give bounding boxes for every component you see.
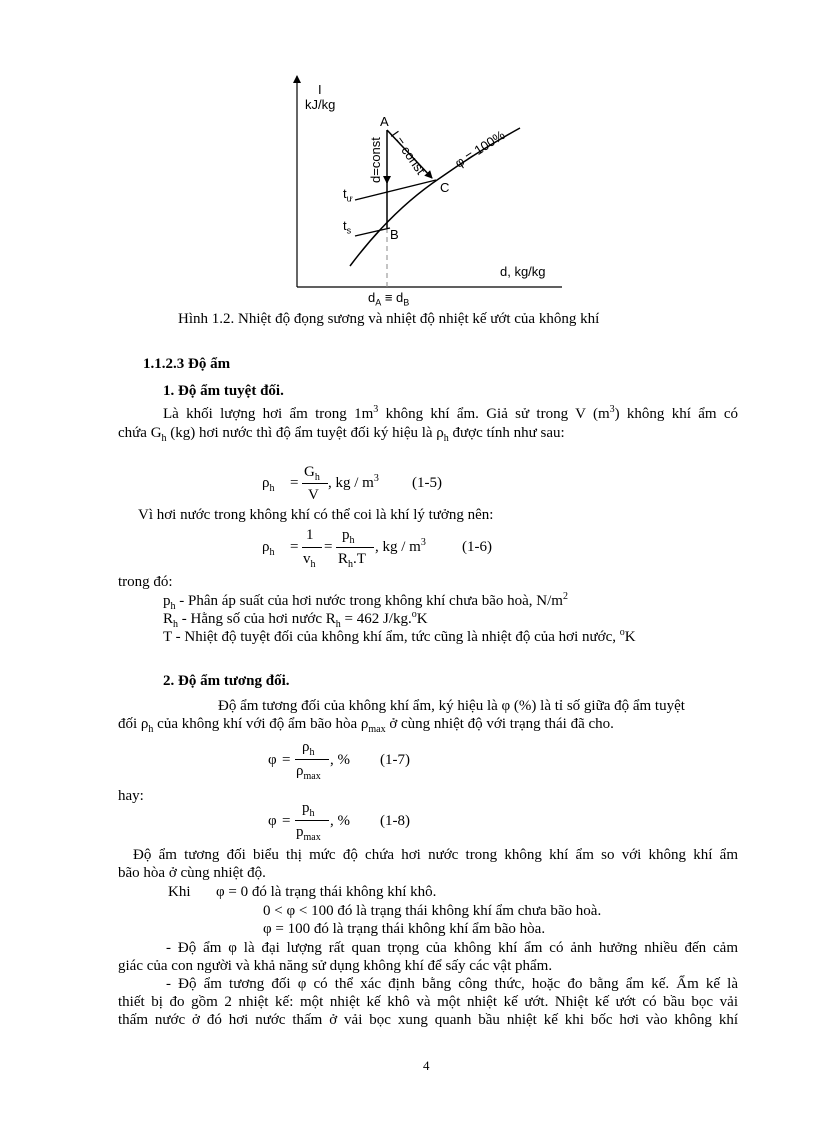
- bullet1-line2: giác của con người và khả năng sử dụng không khí để sấy các vật phẩm.: [118, 958, 553, 974]
- case-khi: Khi: [168, 884, 191, 900]
- eq15-numerator: $G_h$: [304, 464, 320, 483]
- eq16-den1: $v_h$: [303, 551, 316, 570]
- para3-line1: Độ ẩm tương đối của không khí ẩm, ký hiệu là φ (%) là tỉ số giữa độ ẩm tuyệt: [218, 698, 685, 714]
- phi-100-label: φ = 100%: [452, 127, 508, 171]
- eq16-fraction-bar1: [302, 547, 322, 548]
- def-t: T - Nhiệt độ tuyệt đối của không khí ẩm, tức cũng là nhiệt độ của hơi nước, $^o$K: [163, 627, 636, 645]
- eq18-number: (1-8): [380, 813, 410, 829]
- eq16-number: (1-6): [462, 539, 492, 555]
- bullet2-line2: thiết bị đo gồm 2 nhiệt kế: một nhiệt kế khô và một nhiệt kế ướt. Nhiệt kế ướt có bầu bọc vải: [118, 994, 738, 1010]
- eq15-number: (1-5): [412, 475, 442, 491]
- bullet2-line1: - Độ ẩm tương đối φ có thể xác định bằng công thức, hoặc đo bằng ẩm kế. Ẩm kế là: [166, 976, 738, 992]
- point-a-label: A: [380, 114, 389, 129]
- point-c-label: C: [440, 180, 450, 195]
- eq18-fraction-bar: [295, 820, 329, 821]
- eq16-num2: $p_h$: [342, 527, 355, 546]
- eq16-equals1: =: [290, 539, 299, 555]
- eq18-unit: , %: [330, 813, 350, 829]
- eq17-number: (1-7): [380, 752, 410, 768]
- para2: Vì hơi nước trong không khí có thể coi là khí lý tưởng nên:: [138, 507, 494, 523]
- where-label: trong đó:: [118, 574, 173, 590]
- eq15-lhs: $\rho_h$: [262, 475, 275, 494]
- case-1: φ = 0 đó là trạng thái không khí khô.: [216, 884, 437, 900]
- i-axis-unit: kJ/kg: [305, 97, 336, 112]
- eq16-num1: 1: [306, 527, 314, 543]
- eq17-equals: =: [282, 752, 291, 768]
- i-const-label: I = const: [387, 128, 429, 178]
- eq15-fraction-bar: [302, 483, 328, 484]
- subheading-relative-humidity: 2. Độ ẩm tương đối.: [163, 673, 290, 689]
- eq18-numerator: $p_h$: [302, 800, 315, 819]
- para3-line2: đối $\rho_h$ của không khí với độ ẩm bão hòa $\rho_{max}$ ở cùng nhiệt độ với trạng thái đã cho.: [118, 716, 614, 735]
- bullet1-line1: - Độ ẩm φ là đại lượng rất quan trọng của không khí ẩm có ảnh hưởng nhiều đến cảm: [166, 940, 738, 956]
- d-const-label: d=const: [368, 137, 383, 183]
- para4-line2: bão hòa ở cùng nhiệt độ.: [118, 865, 266, 881]
- page-number: 4: [423, 1058, 430, 1073]
- eq18-denominator: $p_{max}$: [296, 824, 321, 843]
- eq17-unit: , %: [330, 752, 350, 768]
- hay-label: hay:: [118, 788, 144, 804]
- da-db-label: $d_A \equiv d_B$: [368, 290, 410, 308]
- eq16-lhs: $\rho_h$: [262, 539, 275, 558]
- para4-line1: Độ ẩm tương đối biểu thị mức độ chứa hơi nước trong không khí ẩm so với không khí ẩm: [133, 847, 738, 863]
- def-rh: $R_h$ - Hằng số của hơi nước $R_h = 462$ J/kg.$^o$K: [163, 609, 428, 630]
- eq17-denominator: $\rho_{max}$: [296, 763, 321, 782]
- def-ph: $p_h$ - Phân áp suất của hơi nước trong không khí chưa bão hoà, $N/m^2$: [163, 591, 568, 612]
- eq16-den2: $R_h.T$: [338, 551, 366, 570]
- eq15-equals: =: [290, 475, 299, 491]
- case-2: 0 < φ < 100 đó là trạng thái không khí ẩm chưa bão hoà.: [263, 903, 602, 919]
- i-axis-label: I: [318, 82, 322, 97]
- subheading-absolute-humidity: 1. Độ ẩm tuyệt đối.: [163, 383, 284, 399]
- section-heading: 1.1.2.3 Độ ẩm: [143, 356, 231, 372]
- figure-caption: Hình 1.2. Nhiệt độ đọng sương và nhiệt độ nhiệt kế ướt của không khí: [178, 311, 600, 327]
- point-b-label: B: [390, 227, 399, 242]
- eq17-fraction-bar: [295, 759, 329, 760]
- case-3: φ = 100 đó là trạng thái không khí ẩm bão hòa.: [263, 921, 546, 937]
- tu-label: $t_ư$: [343, 186, 353, 204]
- bullet2-line3: thấm nước ở đó hơi nước thấm ở vải bọc xung quanh bầu nhiệt kế khi bốc hơi vào không khí: [118, 1012, 738, 1028]
- eq15-unit: , kg / $m^3$: [328, 473, 379, 491]
- d-axis-label: d, kg/kg: [500, 264, 546, 279]
- dew-point-line: [355, 228, 390, 236]
- eq17-numerator: $\rho_h$: [302, 739, 315, 758]
- eq16-fraction-bar2: [336, 547, 374, 548]
- eq18-lhs: φ: [268, 813, 277, 829]
- ts-label: $t_s$: [343, 218, 352, 236]
- eq16-unit: , kg / $m^3$: [375, 537, 426, 555]
- para1-line2: chứa $G_h$ (kg) hơi nước thì độ ẩm tuyệt đối ký hiệu là $\rho_h$ được tính như sau:: [118, 425, 565, 444]
- eq17-lhs: φ: [268, 752, 277, 768]
- eq15-denominator: V: [308, 487, 319, 503]
- para1-line1: Là khối lượng hơi ẩm trong $1m^3$ không khí ẩm. Giả sử trong V $(m^3)$ không khí ẩm có: [163, 404, 738, 422]
- eq16-equals2: =: [324, 539, 333, 555]
- eq18-equals: =: [282, 813, 291, 829]
